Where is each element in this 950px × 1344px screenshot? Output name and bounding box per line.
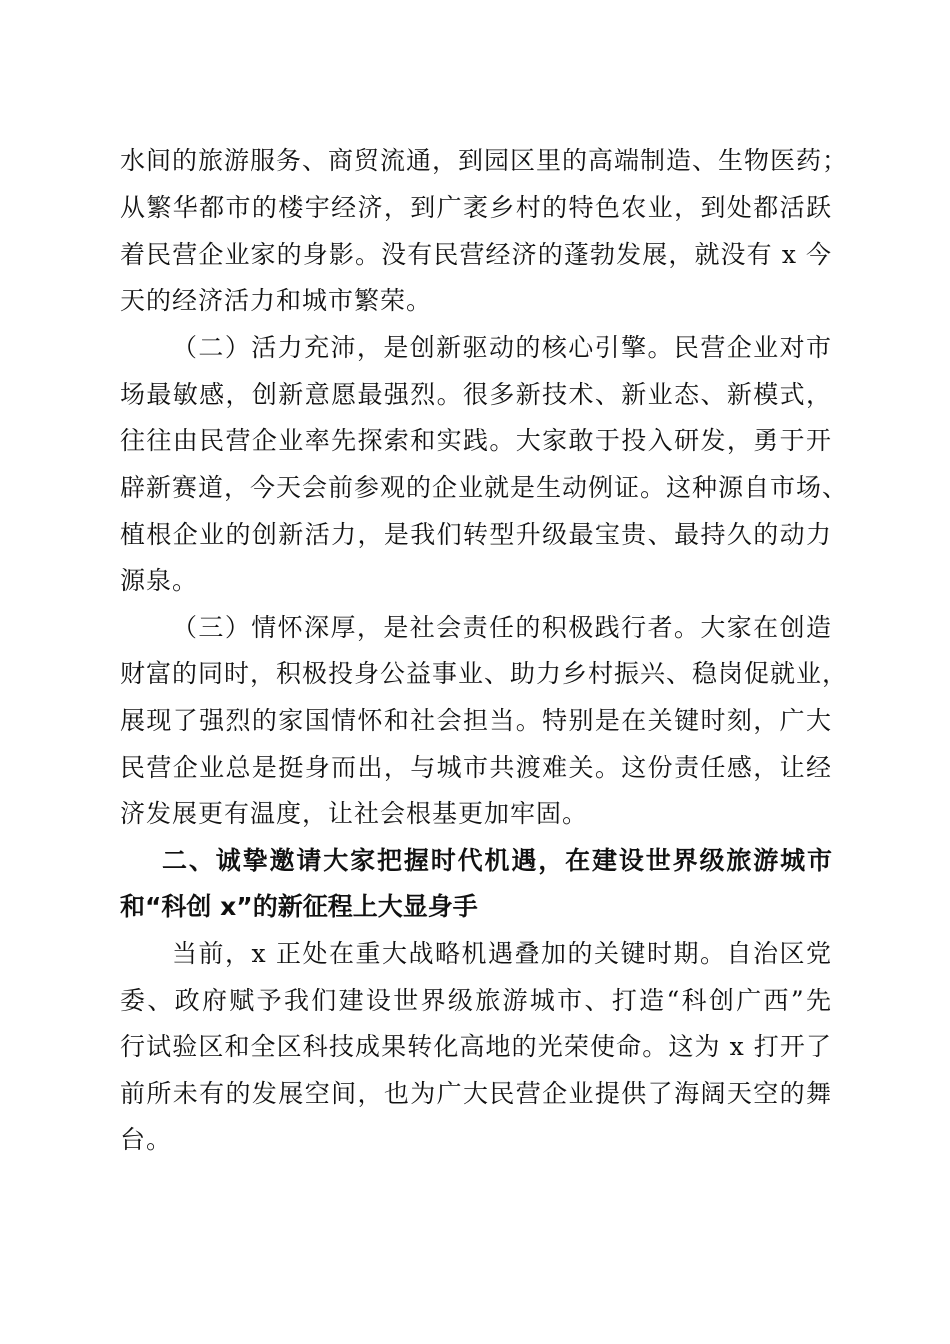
- para3-line-2: 财富的同时，积极投身公益事业、助力乡村振兴、稳岗促就业，: [120, 659, 849, 688]
- para1-line-4: 天的经济活力和城市繁荣。: [120, 286, 433, 315]
- para2-line-2: 场最敏感，创新意愿最强烈。很多新技术、新业态、新模式，: [120, 380, 832, 409]
- section-heading-line-2: 和“科创 x”的新征程上大显身手: [120, 892, 478, 921]
- para1-line-1: 水间的旅游服务、商贸流通，到园区里的高端制造、生物医药；: [120, 146, 849, 175]
- para4-line-2: 委、政府赋予我们建设世界级旅游城市、打造“科创广西”先: [120, 986, 832, 1015]
- para3-line-3: 展现了强烈的家国情怀和社会担当。特别是在关键时刻，广大: [120, 706, 832, 735]
- para2-line-4: 辟新赛道，今天会前参观的企业就是生动例证。这种源自市场、: [120, 473, 849, 502]
- para4-line-5: 台。: [120, 1125, 173, 1154]
- para3-line-1: （三）情怀深厚，是社会责任的积极践行者。大家在创造: [172, 613, 832, 642]
- para1-line-2: 从繁华都市的楼宇经济，到广袤乡村的特色农业，到处都活跃: [120, 193, 832, 222]
- para4-line-3: 行试验区和全区科技成果转化高地的光荣使命。这为 x 打开了: [120, 1032, 832, 1061]
- para2-line-1: （二）活力充沛，是创新驱动的核心引擎。民营企业对市: [172, 333, 832, 362]
- para2-line-3: 往往由民营企业率先探索和实践。大家敢于投入研发，勇于开: [120, 426, 832, 455]
- para2-line-6: 源泉。: [120, 566, 199, 595]
- para1-line-3: 着民营企业家的身影。没有民营经济的蓬勃发展，就没有 x 今: [120, 240, 832, 269]
- section-heading-line-1: 二、诚挚邀请大家把握时代机遇，在建设世界级旅游城市: [162, 846, 832, 875]
- para3-line-5: 济发展更有温度，让社会根基更加牢固。: [120, 799, 589, 828]
- para2-line-5: 植根企业的创新活力，是我们转型升级最宝贵、最持久的动力: [120, 520, 832, 549]
- para4-line-1: 当前，x 正处在重大战略机遇叠加的关键时期。自治区党: [172, 939, 832, 968]
- para4-line-4: 前所未有的发展空间，也为广大民营企业提供了海阔天空的舞: [120, 1079, 832, 1108]
- para3-line-4: 民营企业总是挺身而出，与城市共渡难关。这份责任感，让经: [120, 753, 832, 782]
